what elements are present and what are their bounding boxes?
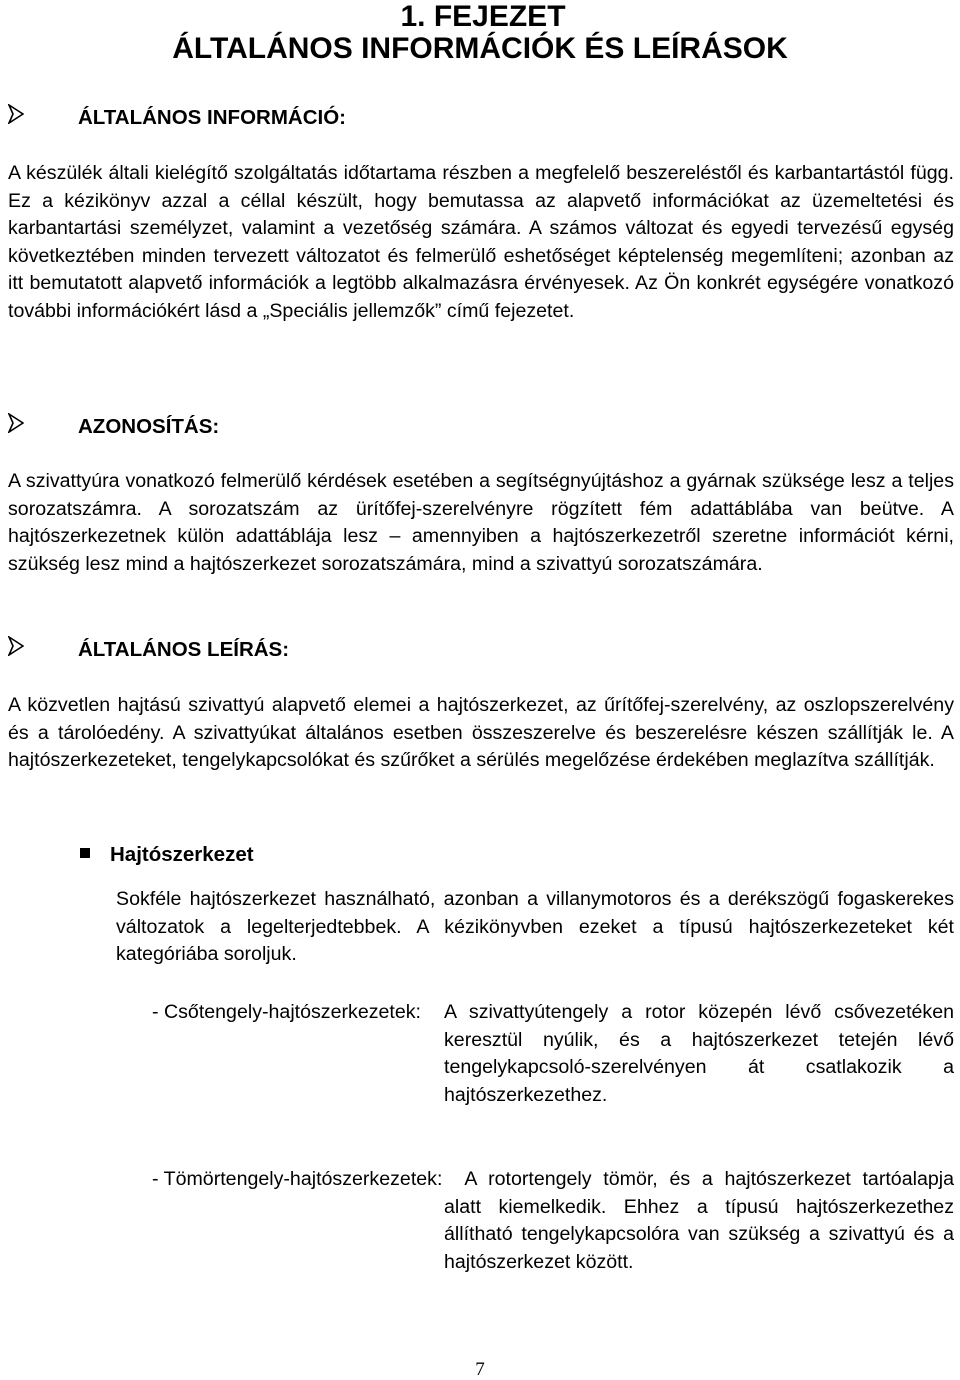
list-item xyxy=(152,1166,954,1276)
section-heading-general-info xyxy=(8,104,952,131)
arrowhead-icon xyxy=(8,636,78,663)
arrowhead-icon xyxy=(8,104,78,131)
square-bullet-icon xyxy=(80,848,90,858)
page-number: 7 xyxy=(475,1359,485,1380)
list-item-desc: A rotortengely tömör, és a hajtószerkezet tartóalapja alatt kiemelkedik. Ehhez a típusú hajtószerkezethez állítható tengelykapcsolóra van szükség a szivattyú és a hajtószerkezet között. xyxy=(444,1168,954,1273)
list-item xyxy=(152,999,954,1109)
section-heading-general-description xyxy=(8,636,952,663)
section-paragraph: A szivattyúra vonatkozó felmerülő kérdések esetében a segítségnyújtáshoz a gyárnak szüksége lesz a teljes sorozatszámra. A sorozatszám az ürítőfej-szerelvényre rögzített fém adattáblába van beütve. A hajtószerkezetnek külön adattáblája lesz – amennyiben a hajtószerkezetről szeretne információt kérni, szükség lesz mind a hajtószerkezet sorozatszámára, mind a szivattyú sorozatszámára. xyxy=(8,470,954,575)
subsection-heading-label: Hajtószerkezet xyxy=(110,843,254,866)
arrowhead-icon xyxy=(8,413,78,440)
list-item-term: - Tömörtengely-hajtószerkezetek: xyxy=(152,1168,443,1190)
chapter-number: 1. FEJEZET xyxy=(400,0,566,33)
section-heading-label: ÁLTALÁNOS LEÍRÁS: xyxy=(78,638,290,661)
chapter-title: ÁLTALÁNOS INFORMÁCIÓK ÉS LEÍRÁSOK xyxy=(172,32,788,65)
list-item-desc: A szivattyútengely a rotor közepén lévő csővezetéken keresztül nyúlik, és a hajtószerkezet tetején lévő tengelykapcsoló-szerelvényen át csatlakozik a hajtószerkezethez. xyxy=(444,1001,954,1106)
subsection-paragraph: Sokféle hajtószerkezet használható, azonban a villanymotoros és a derékszögű fogaskerekes változatok a legelterjedtebbek. A kézikönyvben ezeket a típusú hajtószerkezeteket két kategóriába soroljuk. xyxy=(116,888,954,965)
section-heading-label: AZONOSÍTÁS: xyxy=(78,415,220,438)
list-item-term: - Csőtengely-hajtószerkezetek: xyxy=(152,1001,421,1023)
subsection-heading xyxy=(80,842,254,868)
section-paragraph: A közvetlen hajtású szivattyú alapvető elemei a hajtószerkezet, az űrítőfej-szerelvény, az oszlopszerelvény és a tárolóedény. A szivattyúkat általános esetben összeszerelve és beszerelésre készen szállítják le. A hajtószerkezeteket, tengelykapcsolókat és szűrőket a sérülés megelőzése érdekében meglazítva szállítják. xyxy=(8,694,954,771)
section-heading-label: ÁLTALÁNOS INFORMÁCIÓ: xyxy=(78,106,346,129)
section-paragraph: A készülék általi kielégítő szolgáltatás időtartama részben a megfelelő beszereléstől és karbantartástól függ. Ez a kézikönyv azzal a céllal készült, hogy bemutassa az alapvető információkat az üzemeltetési és karbantartási személyzet, valamint a vezetőség számára. A számos változat és egyedi tervezésű egység következtében minden tervezett változatot és felmerülő eshetőséget képtelenség megemlíteni; azonban az itt bemutatott alapvető információk a legtöbb alkalmazásra érvényesek. Az Ön konkrét egységére vonatkozó további információkért lásd a „Speciális jellemzők” című fejezetet. xyxy=(8,162,954,322)
section-heading-identification xyxy=(8,413,952,440)
